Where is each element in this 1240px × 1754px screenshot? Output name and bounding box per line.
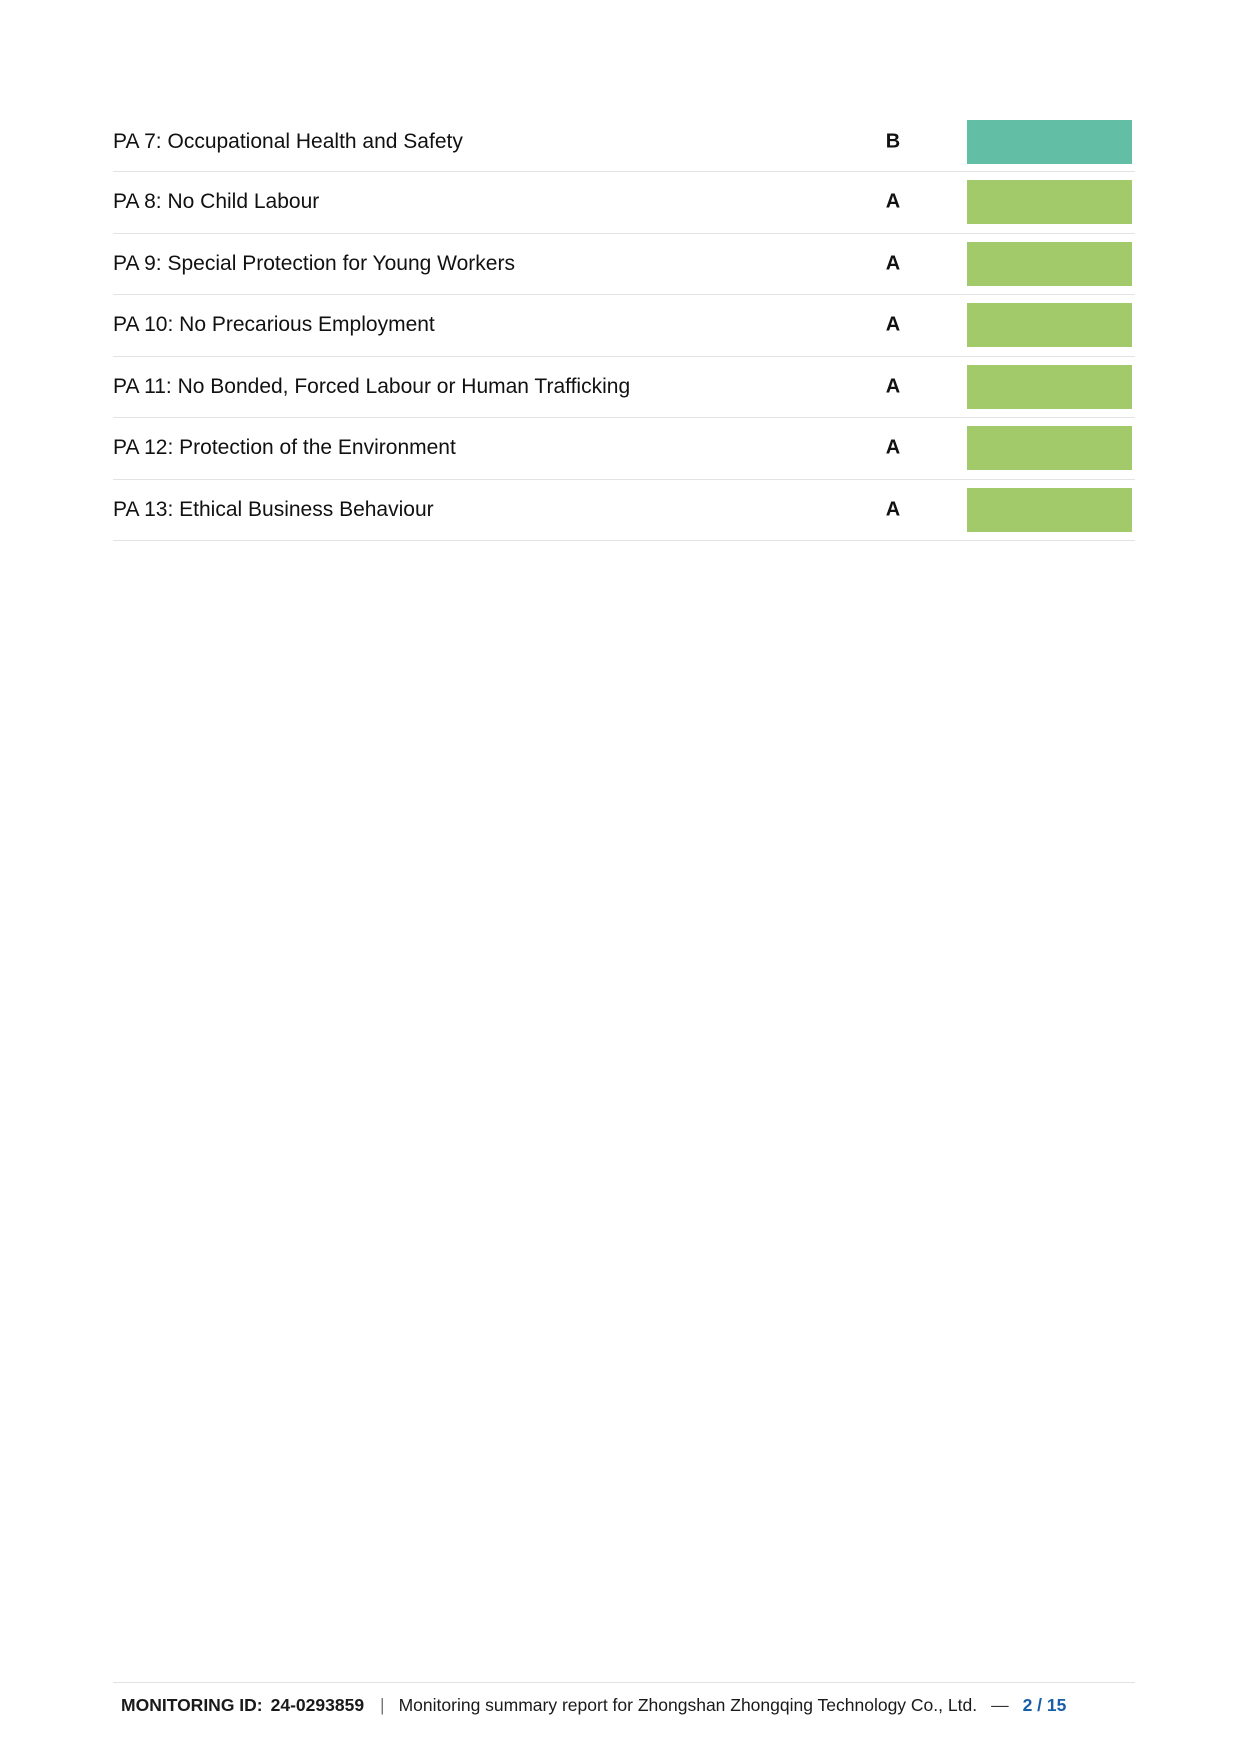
result-row xyxy=(113,234,1135,296)
performance-area-label: PA 7: Occupational Health and Safety xyxy=(113,129,463,153)
result-row xyxy=(113,480,1135,542)
grade-color-swatch xyxy=(967,180,1132,224)
grade-color-swatch xyxy=(967,426,1132,470)
performance-area-results xyxy=(113,112,1135,541)
page-footer xyxy=(113,1682,1135,1716)
grade-color-swatch xyxy=(967,120,1132,164)
page-number: 2 / 15 xyxy=(1022,1695,1067,1715)
result-row xyxy=(113,172,1135,234)
performance-area-label: PA 8: No Child Labour xyxy=(113,190,320,214)
grade-color-swatch xyxy=(967,488,1132,532)
monitoring-id-value: 24-0293859 xyxy=(270,1695,365,1715)
result-row xyxy=(113,295,1135,357)
grade-value: A xyxy=(885,436,901,459)
grade-color-swatch xyxy=(967,242,1132,286)
result-row xyxy=(113,112,1135,172)
grade-color-swatch xyxy=(967,365,1132,409)
performance-area-label: PA 13: Ethical Business Behaviour xyxy=(113,497,434,521)
result-row xyxy=(113,357,1135,419)
grade-value: A xyxy=(885,375,901,398)
footer-separator: | xyxy=(380,1695,385,1715)
grade-value: A xyxy=(885,190,901,213)
result-row xyxy=(113,418,1135,480)
performance-area-label: PA 9: Special Protection for Young Workers xyxy=(113,251,515,275)
grade-value: A xyxy=(885,313,901,336)
performance-area-label: PA 10: No Precarious Employment xyxy=(113,313,435,337)
monitoring-id-label: MONITORING ID: xyxy=(121,1695,263,1715)
report-description: Monitoring summary report for Zhongshan Zhongqing Technology Co., Ltd. xyxy=(398,1695,978,1715)
grade-value: A xyxy=(885,498,901,521)
performance-area-label: PA 12: Protection of the Environment xyxy=(113,436,456,460)
performance-area-label: PA 11: No Bonded, Forced Labour or Human Trafficking xyxy=(113,374,631,398)
grade-value: B xyxy=(885,130,901,152)
grade-value: A xyxy=(885,252,901,275)
grade-color-swatch xyxy=(967,303,1132,347)
footer-dash: — xyxy=(991,1695,1009,1715)
